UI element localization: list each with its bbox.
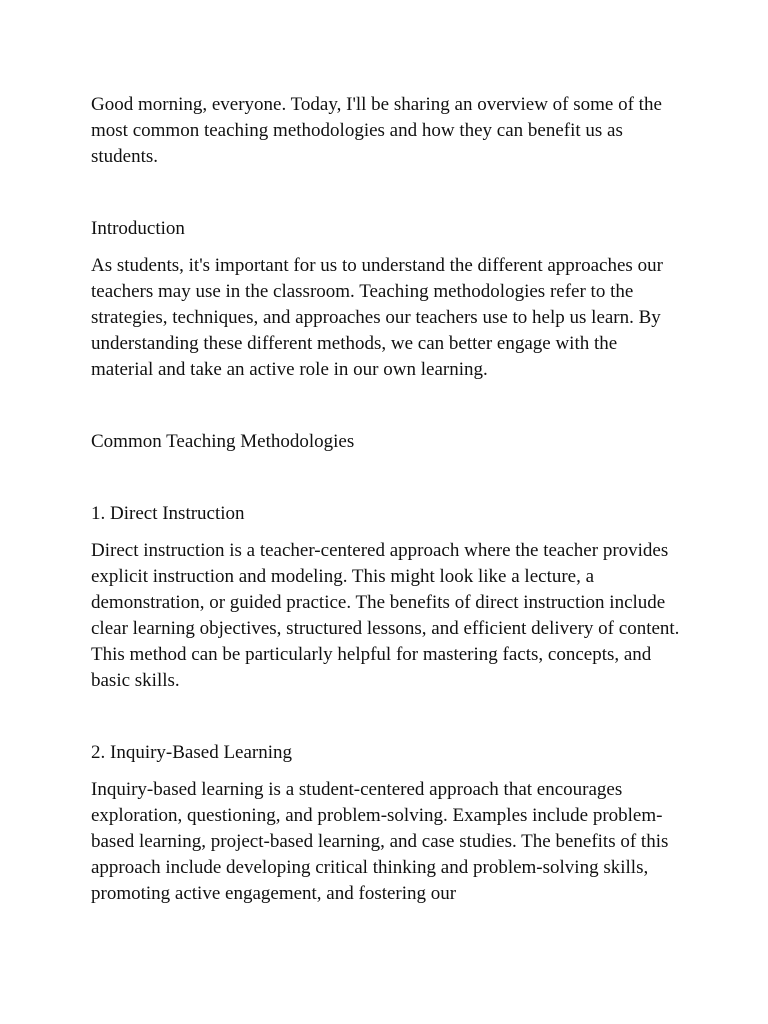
spacer (91, 383, 681, 429)
spacer (91, 694, 681, 740)
spacer (91, 527, 681, 538)
spacer (91, 766, 681, 777)
section-heading-direct-instruction: 1. Direct Instruction (91, 503, 245, 524)
section-heading-inquiry-based-learning: 2. Inquiry-Based Learning (91, 742, 293, 763)
document-page (91, 92, 681, 907)
section-body-direct-instruction: Direct instruction is a teacher-centered approach where the teacher provides explicit instruction and modeling. This might look like a lecture, a demonstration, or guided practice. The benefits of direct instruction include clear learning objectives, structured lessons, and efficient delivery of content. This method can be particularly helpful for mastering facts, concepts, and basic skills. (91, 540, 680, 691)
section-heading-common-methodologies: Common Teaching Methodologies (91, 431, 355, 452)
intro-paragraph: Good morning, everyone. Today, I'll be sharing an overview of some of the most common teaching methodologies and how they can benefit us as students. (91, 94, 662, 167)
section-body-inquiry-based-learning: Inquiry-based learning is a student-centered approach that encourages exploration, questioning, and problem-solving. Examples include problem-based learning, project-based learning, and case studies. The benefits of this approach include developing critical thinking and problem-solving skills, promoting active engagement, and fostering our (91, 779, 669, 904)
spacer (91, 242, 681, 253)
section-heading-introduction: Introduction (91, 218, 185, 239)
section-body-introduction: As students, it's important for us to understand the different approaches our teachers may use in the classroom. Teaching methodologies refer to the strategies, techniques, and approaches our teachers use to help us learn. By understanding these different methods, we can better engage with the material and take an active role in our own learning. (91, 255, 663, 380)
spacer (91, 455, 681, 501)
spacer (91, 170, 681, 216)
